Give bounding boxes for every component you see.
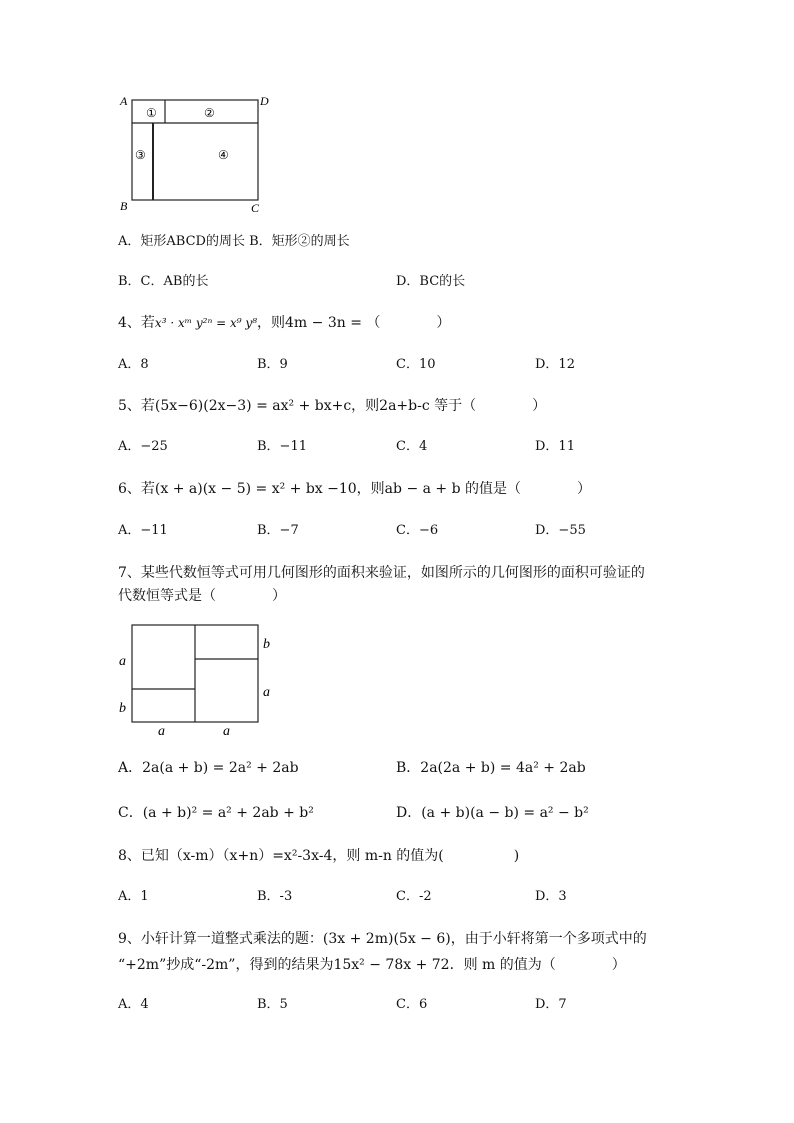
q4-stem-prefix: 4、若	[118, 315, 155, 331]
q5-option-d: D．11	[535, 439, 575, 454]
q8-option-d: D．3	[535, 889, 567, 904]
vertex-label-a: A	[120, 94, 128, 108]
figure2-label-right-a: a	[263, 685, 270, 700]
region-label-3: ③	[135, 148, 146, 162]
vertex-label-d: D	[260, 94, 269, 108]
figure2-label-bottom-a1: a	[158, 724, 165, 739]
q4-stem-suffix: ，则4m − 3n = （ ）	[257, 315, 451, 331]
q9-option-a: A．4	[118, 997, 149, 1012]
vertex-label-c: C	[251, 201, 260, 215]
region-label-4: ④	[218, 148, 229, 162]
q4-option-d: D．12	[535, 357, 575, 372]
vertex-label-b: B	[120, 199, 128, 213]
q4-option-a: A．8	[118, 357, 149, 372]
figure2-label-left-a: a	[119, 654, 126, 669]
q5-option-a: A．−25	[118, 439, 168, 454]
q3-option-b: B．C．AB的长	[118, 274, 209, 289]
q4-option-b: B．9	[257, 357, 288, 372]
q8-option-c: C．-2	[396, 889, 432, 904]
q6-option-d: D．−55	[535, 523, 586, 538]
figure-rectangle-abcd	[115, 90, 285, 215]
figure2-label-bottom-a2: a	[223, 724, 230, 739]
q7-option-b: B．2a(2a + b) = 4a² + 2ab	[396, 760, 586, 776]
figure2-label-left-b: b	[119, 701, 126, 716]
q7-stem-line1: 7、某些代数恒等式可用几何图形的面积来验证，如图所示的几何图形的面积可验证的	[118, 565, 645, 581]
q9-option-c: C．6	[396, 997, 428, 1012]
q6-stem: 6、若(x + a)(x − 5) = x² + bx −10，则ab − a + b 的值是（ ）	[118, 481, 592, 497]
q4-stem	[118, 313, 450, 333]
q6-option-a: A．−11	[118, 523, 168, 538]
q4-option-c: C．10	[396, 357, 436, 372]
q3-option-d: D．BC的长	[396, 274, 466, 289]
q6-option-c: C．−6	[396, 523, 439, 538]
q9-stem-line1: 9、小轩计算一道整式乘法的题：(3x + 2m)(5x − 6)，由于小轩将第一个多项式中的	[118, 931, 647, 947]
q7-option-d: D．(a + b)(a − b) = a² − b²	[396, 805, 589, 821]
q7-option-c: C．(a + b)² = a² + 2ab + b²	[118, 805, 314, 821]
q7-stem-line2: 代数恒等式是（ ）	[118, 588, 286, 604]
region-label-2: ②	[204, 106, 215, 120]
q3-option-a: A．矩形ABCD的周长 B．矩形②的周长	[118, 234, 350, 249]
q9-option-b: B．5	[257, 997, 288, 1012]
q8-option-a: A．1	[118, 889, 149, 904]
q5-option-b: B．−11	[257, 439, 307, 454]
q5-stem: 5、若(5x−6)(2x−3) = ax² + bx+c，则2a+b-c 等于（ ）	[118, 398, 547, 414]
q9-stem-line2: “+2m”抄成“-2m”，得到的结果为15x² − 78x + 72．则 m 的值为（ ）	[118, 957, 626, 973]
q7-option-a: A．2a(a + b) = 2a² + 2ab	[118, 760, 299, 776]
q8-stem: 8、已知（x-m）（x+n）=x²-3x-4，则 m-n 的值为( )	[118, 848, 520, 864]
figure2-label-right-b: b	[263, 637, 270, 652]
q5-option-c: C．4	[396, 439, 428, 454]
q9-option-d: D．7	[535, 997, 567, 1012]
figure-area-identity	[110, 617, 290, 742]
q6-option-b: B．−7	[257, 523, 299, 538]
region-label-1: ①	[146, 106, 157, 120]
q4-stem-math: x³ · xᵐ y²ⁿ = x⁹ y⁸	[154, 316, 258, 330]
q8-option-b: B．-3	[257, 889, 293, 904]
